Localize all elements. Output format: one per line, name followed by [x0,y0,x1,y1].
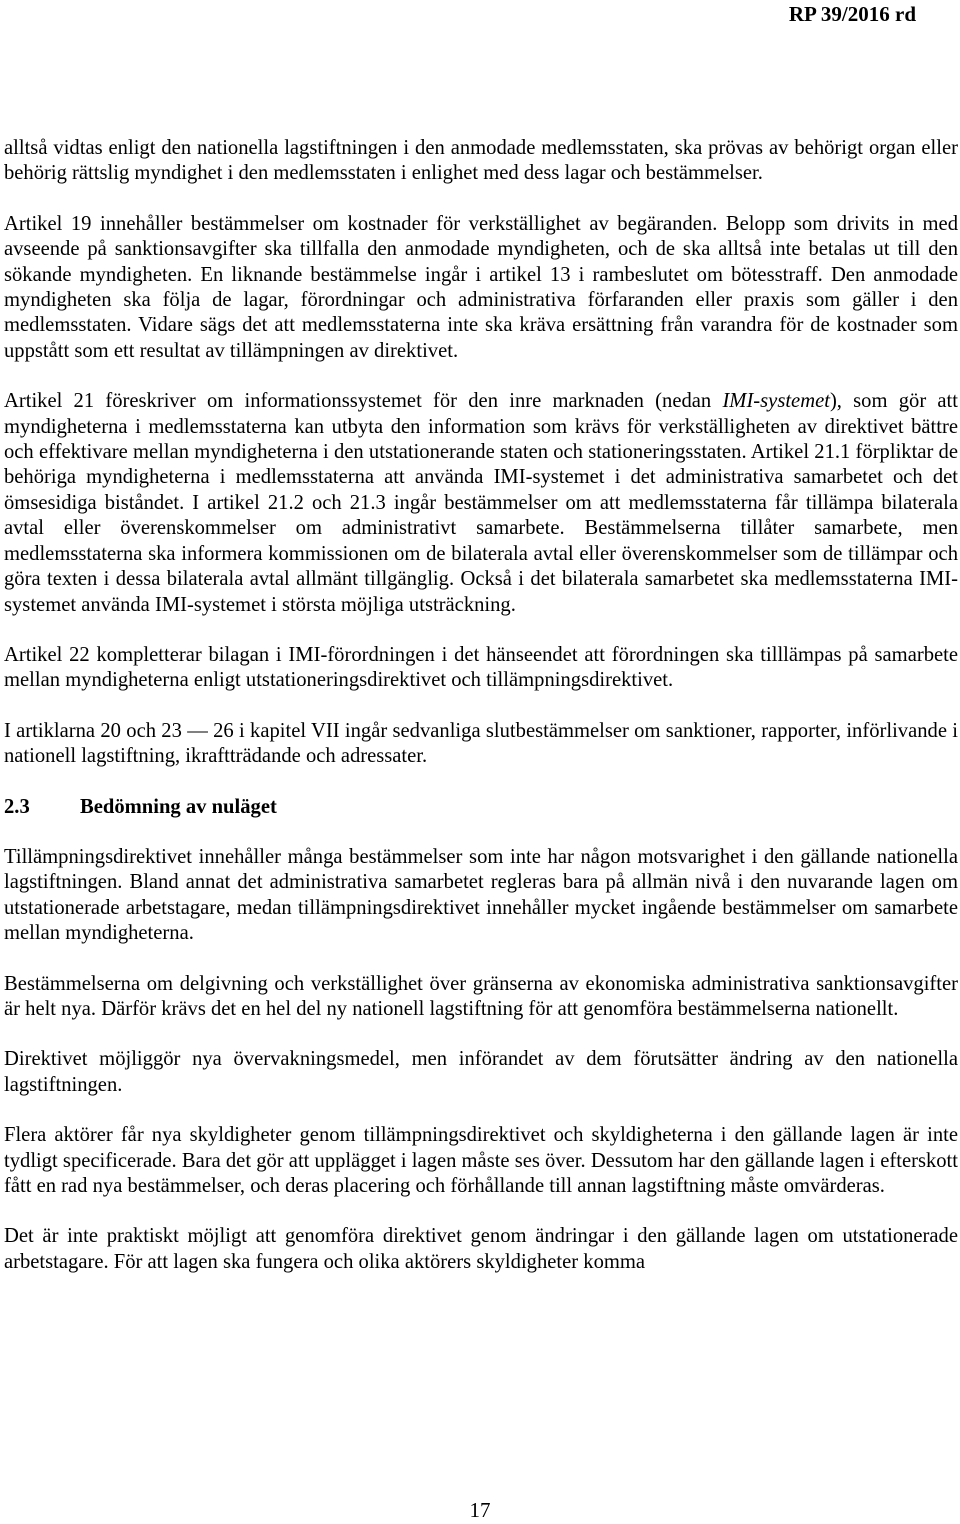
paragraph-text: ), som gör att myndigheterna i medlemsstaterna kan utbyta den information som krävs för verkställigheten av direktivet bättre och effektivare mellan myndigheterna i den utstationerande staten och stationeringsstaten. Artikel 21.1 förpliktar de behöriga myndigheterna i medlemsstaterna att använda IMI-systemet i det administrativa samarbetet och det ömsesidiga biståndet. I artikel 21.2 och 21.3 ingår bestämmelser om att medlemsstaterna får tillämpa bilaterala avtal eller överenskommelser om administrativt samarbete. Bestämmelserna tillåter samarbete, men medlemsstaterna ska informera kommissionen om de bilaterala avtal eller överenskommelser som de tillämpar och göra texten i dessa bilaterala avtal allmänt tillgänglig. Också i det bilaterala samarbetet ska medlemsstaterna IMI-systemet använda IMI-systemet i största möjliga utsträckning. [4,390,958,616]
section-number: 2.3 [4,795,30,818]
page-number: 17 [469,1498,491,1522]
italic-term: IMI-systemet [722,390,830,413]
paragraph [4,389,958,618]
paragraph: Tillämpningsdirektivet innehåller många bestämmelser som inte har någon motsvarighet i den gällande nationella lagstiftningen. Bland annat det administrativa samarbetet regleras bara på allmän nivå i den nuvarande lagen om utstationerade arbetstagare, medan tillämpningsdirektivet innehåller mycket ingående bestämmelser om samarbete mellan myndigheterna. [4,845,958,945]
paragraph: Direktivet möjliggör nya övervakningsmedel, men införandet av dem förutsätter ändring av den nationella lagstiftningen. [4,1048,958,1096]
body-text [4,136,958,1275]
paragraph: I artiklarna 20 och 23 — 26 i kapitel VII ingår sedvanliga slutbestämmelser om sanktioner, rapporter, införlivande i nationell lagstiftning, ikraftträdande och adressater. [4,719,958,768]
paragraph: Artikel 22 kompletterar bilagan i IMI-förordningen i det hänseendet att förordningen ska tilllämpas på samarbete mellan myndigheterna enligt utstationeringsdirektivet och tillämpningsdirektivet. [4,643,958,692]
paragraph: Bestämmelserna om delgivning och verkställighet över gränserna av ekonomiska administrativa sanktionsavgifter är helt nya. Därför krävs det en hel del ny nationell lagstiftning för att genomföra bestämmelserna nationellt. [4,972,958,1020]
document-reference: RP 39/2016 rd [788,2,916,26]
paragraph: Artikel 19 innehåller bestämmelser om kostnader för verkställighet av begäranden. Belopp som drivits in med avseende på sanktionsavgifter ska tillfalla den anmodade myndigheten, och de ska alltså inte betalas ut till den sökande myndigheten. En liknande bestämmelse ingår i artikel 13 i rambeslutet om bötesstraff. Den anmodade myndigheten ska följa de lagar, förordningar och administrativa förfaranden eller praxis som gäller i den medlemsstaten. Vidare sägs det att medlemsstaterna inte ska kräva ersättning från varandra för de kostnader som uppstått som ett resultat av tillämpningen av direktivet. [4,212,958,362]
section-heading [4,795,958,820]
paragraph: alltså vidtas enligt den nationella lagstiftningen i den anmodade medlemsstaten, ska prövas av behörigt organ eller behörig rättslig myndighet i den medlemsstaten i enlighet med dess lagar och bestämmelser. [4,137,958,185]
paragraph-text: Artikel 21 föreskriver om informationssystemet för den inre marknaden (nedan [4,390,723,413]
section-title: Bedömning av nuläget [80,795,277,818]
paragraph: Flera aktörer får nya skyldigheter genom tillämpningsdirektivet och skyldigheterna i den gällande lagen är inte tydligt specificerade. Bara det gör att upplägget i lagen måste ses över. Dessutom har den gällande lagen i efterskott fått en rad nya bestämmelser, och deras placering och förhållande till annan lagstiftning måste omvärderas. [4,1124,958,1197]
paragraph: Det är inte praktiskt möjligt att genomföra direktivet genom ändringar i den gällande lagen om utstationerade arbetstagare. För att lagen ska fungera och olika aktörers skyldigheter komma [4,1225,958,1273]
